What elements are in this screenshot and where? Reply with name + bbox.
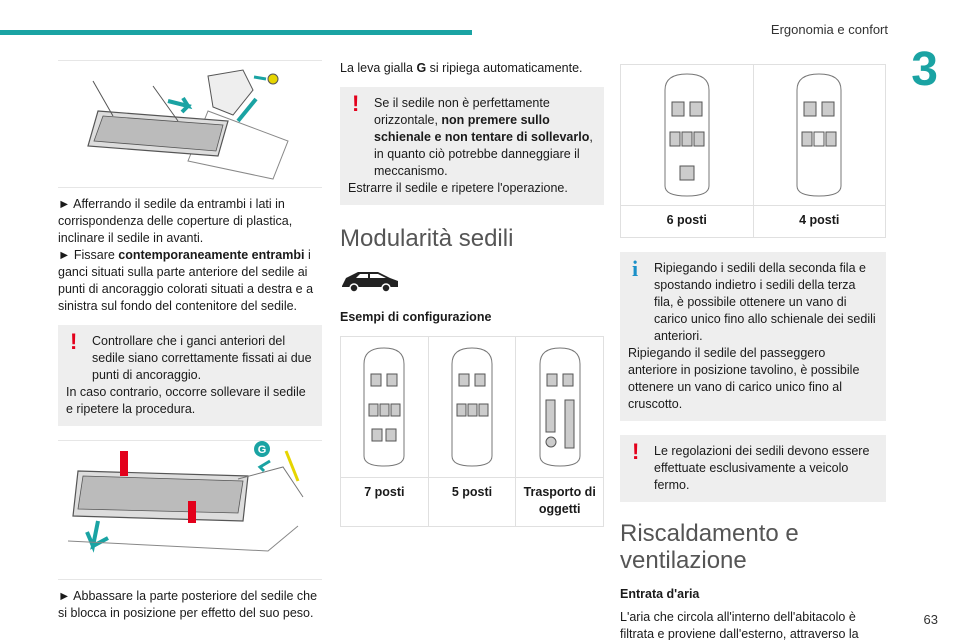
step-fix: ► Fissare contemporaneamente entrambi i ganci situati sulla parte anteriore del sedile ai punti di ancoraggio colorati situati a destra e a sinistra sul fondo del contenitore del sedile. <box>58 248 314 313</box>
config-label-cargo: Trasporto di oggetti <box>523 485 596 516</box>
config-label-5: 5 posti <box>429 478 517 526</box>
section-title-heating: Riscaldamento e ventilazione <box>620 520 799 574</box>
header-title: Ergonomia e confort <box>770 22 888 37</box>
seat-lower-illustration <box>58 440 322 580</box>
subsection-air-intake: Entrata d'aria <box>620 587 700 601</box>
subsection-configurations: Esempi di configurazione <box>340 310 492 324</box>
warning-icon: ! <box>70 329 78 354</box>
warning-icon: ! <box>352 91 360 116</box>
label-g: G <box>257 444 267 456</box>
warning-stationary: ! Le regolazioni dei sedili devono essere effettuate esclusivamente a veicolo fermo. <box>620 435 886 502</box>
seat-tilt-illustration <box>58 60 322 188</box>
warning-icon: ! <box>632 439 640 464</box>
column-middle <box>340 60 604 527</box>
config-4-seats-diagram <box>754 65 886 205</box>
page-number: 63 <box>923 612 938 627</box>
info-cargo: i Ripiegando i sedili della seconda fila e spostando indietro i sedili della terza fila, è possibile ottenere un vano di carico unico fino allo schienale dei sedili anteriori. Ripiegando il sedile del passeggero anteriore in posizione tavolino, è possibile ottenere un vano di carico unico fino al cruscotto. <box>620 252 886 421</box>
step-tilt: ► Afferrando il sedile da entrambi i lati in corrispondenza delle coperture di plastica, inclinare il sedile in avanti. <box>58 197 293 245</box>
warning-horizontal: ! Se il sedile non è perfettamente orizzontale, non premere sullo schienale e non tentare di sollevarlo, in quanto ciò potrebbe danneggiare il meccanismo. Estrarre il sedile e ripetere l'operazione. <box>340 87 604 205</box>
config-label-4: 4 posti <box>799 213 840 227</box>
instructions-tilt <box>58 196 322 315</box>
config-cargo-diagram <box>516 337 603 477</box>
config-5-seats-diagram <box>429 337 517 477</box>
chapter-number: 3 <box>911 43 938 96</box>
column-right <box>620 60 886 640</box>
config-label-7: 7 posti <box>341 478 429 526</box>
step-lower: ► Abbassare la parte posteriore del sedile che si blocca in posizione per effetto del suo peso. <box>58 589 318 620</box>
header-accent-bar <box>0 30 472 35</box>
column-left <box>58 60 322 622</box>
config-table <box>340 336 604 527</box>
lever-text: La leva gialla G si ripiega automaticamente. <box>340 61 583 75</box>
air-intake-text: L'aria che circola all'interno dell'abitacolo è filtrata e proviene dall'esterno, attraverso la <box>620 610 859 640</box>
warning-hooks: ! Controllare che i ganci anteriori del sedile siano correttamente fissati ai due punti di ancoraggio. In caso contrario, occorre sollevare il sedile e ripetere la procedura. <box>58 325 322 426</box>
config-label-6: 6 posti <box>621 206 754 237</box>
config-6-seats-diagram <box>621 65 754 205</box>
config-table-2 <box>620 64 886 238</box>
info-icon: i <box>632 256 639 281</box>
section-title-modularity: Modularità sedili <box>340 225 514 252</box>
car-icon <box>340 266 604 299</box>
config-7-seats-diagram <box>341 337 429 477</box>
